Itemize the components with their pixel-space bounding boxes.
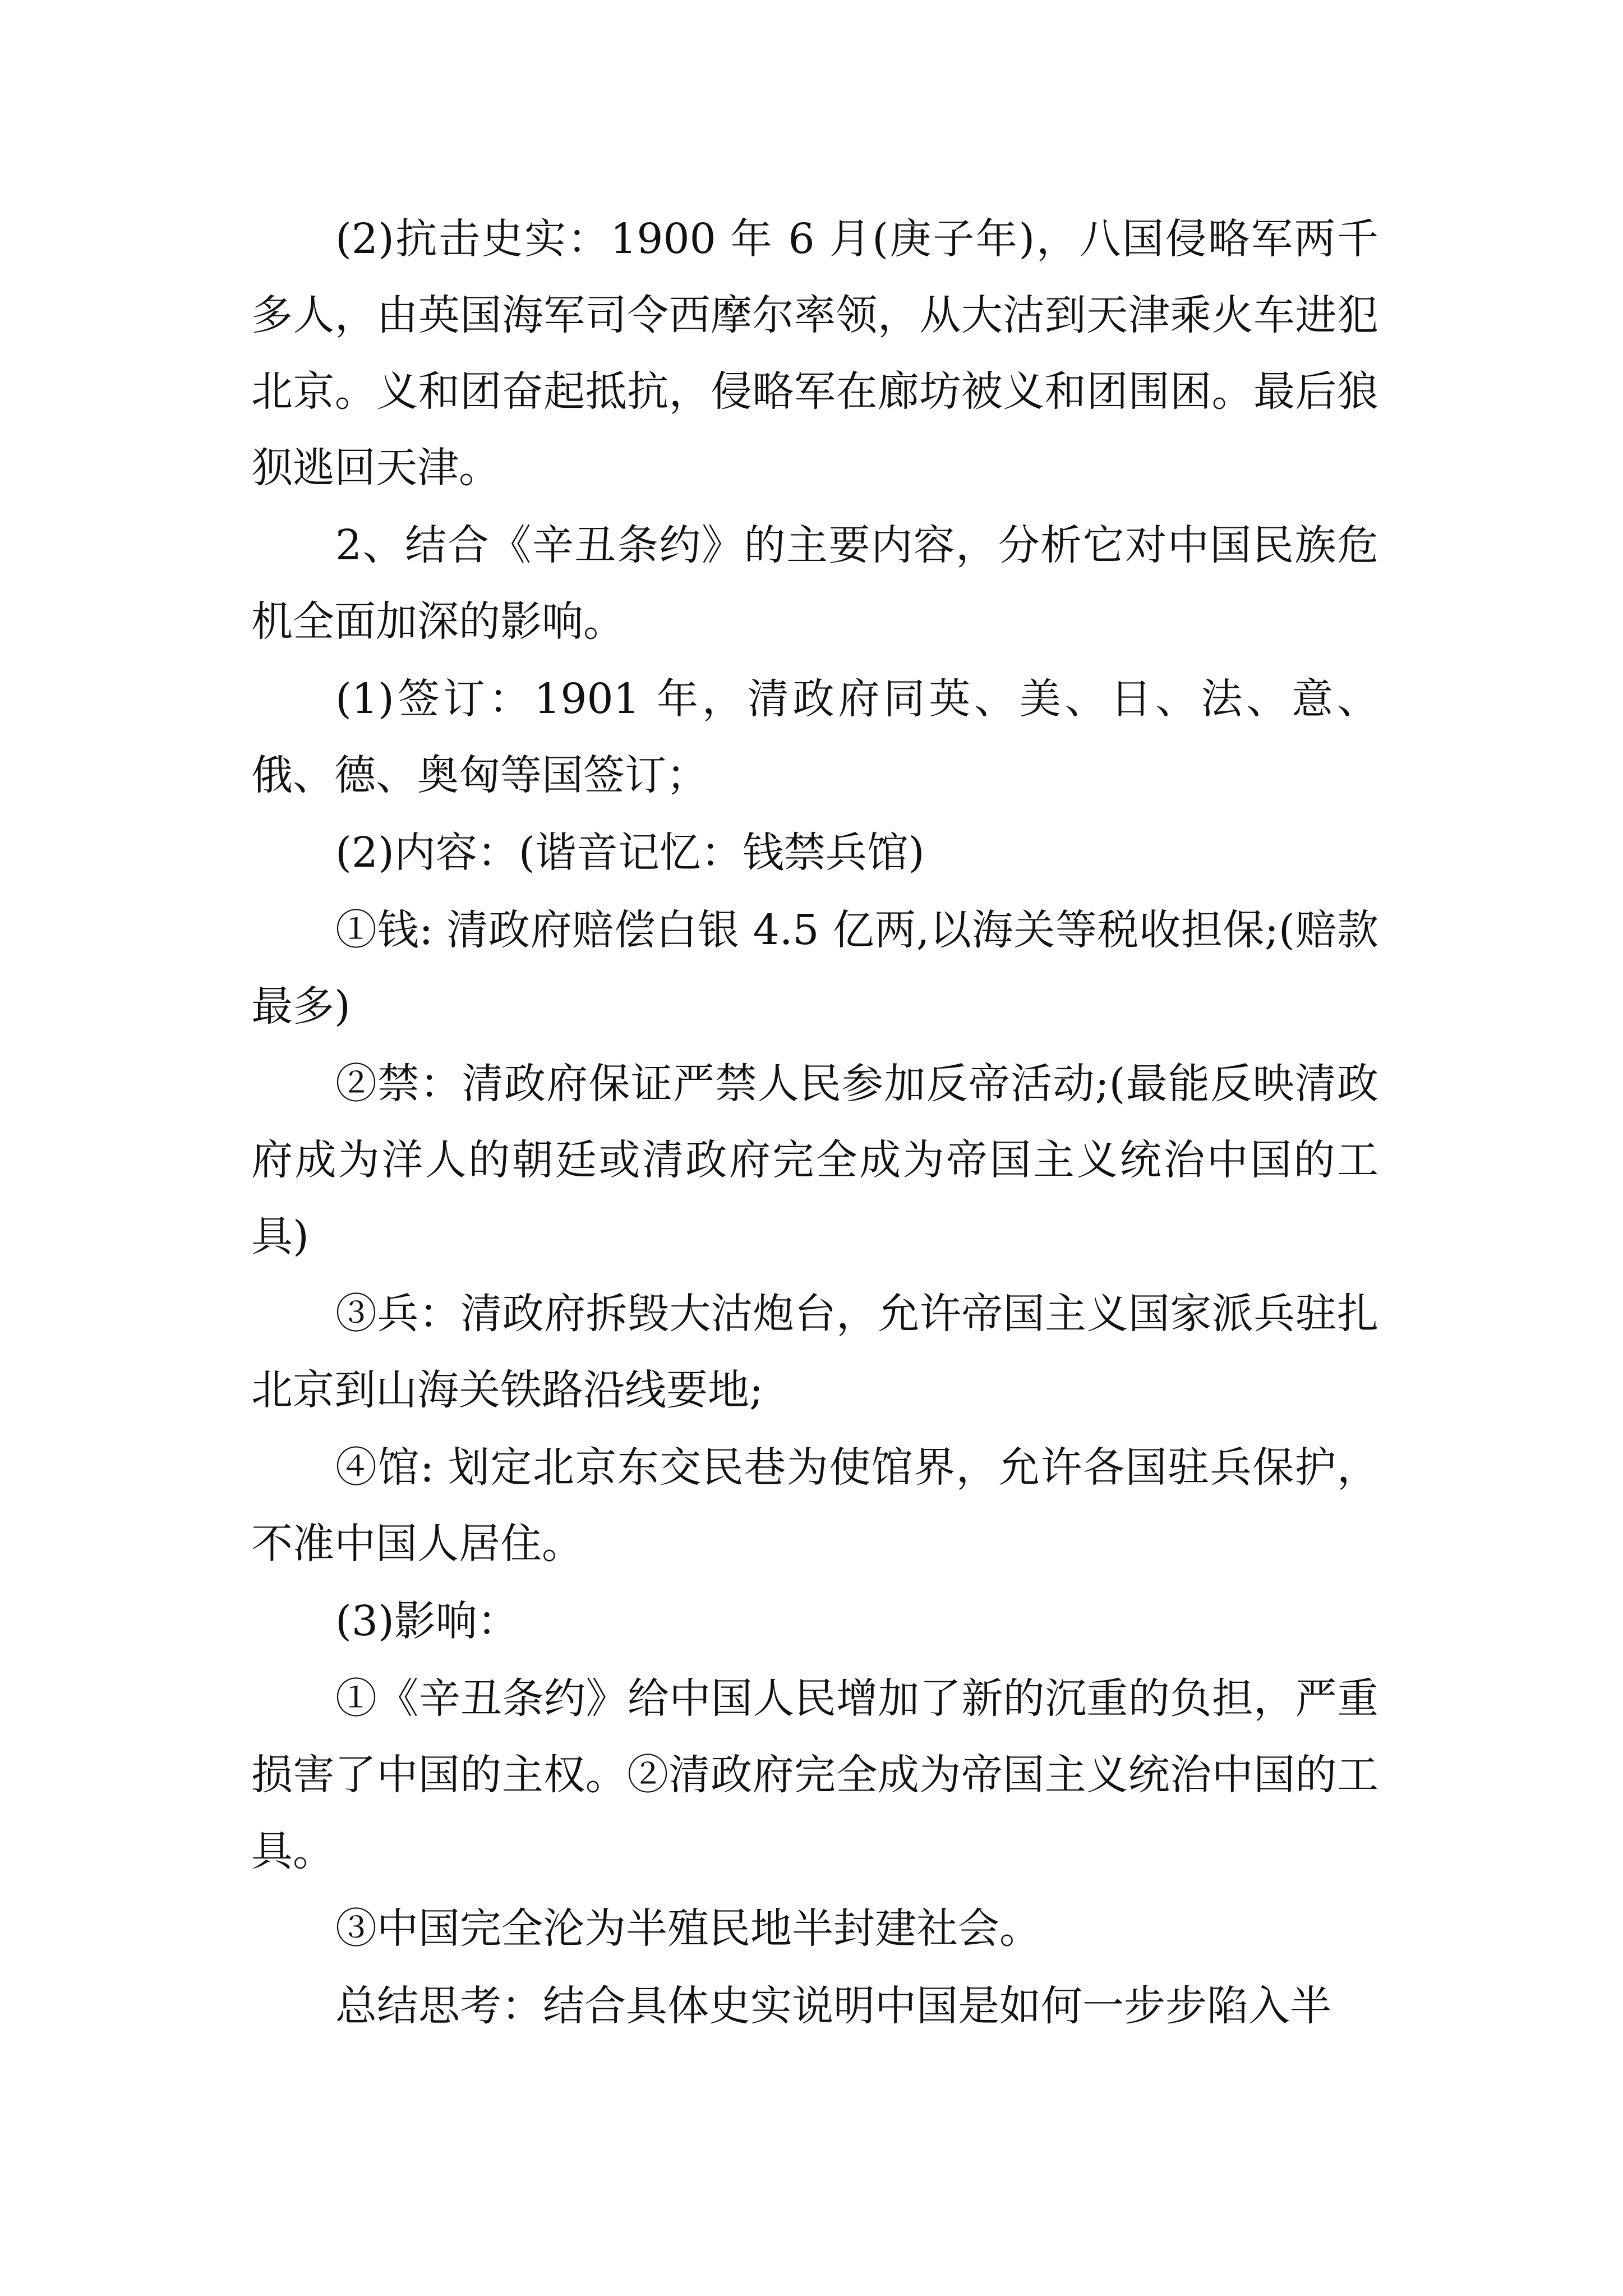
- paragraph-impact-3: ③中国完全沦为半殖民地半封建社会。: [335, 1904, 1041, 1953]
- paragraph-impact-heading: (3)影响：: [335, 1597, 519, 1645]
- paragraph-item-ban: ②禁：清政府保证严禁人民参加反帝活动;(最能反映清政府成为洋人的朝廷或清政府完全成为帝国主义统治中国的工具): [251, 1060, 1378, 1260]
- paragraph-item-legation: ④馆: 划定北京东交民巷为使馆界，允许各国驻兵保护，不准中国人居住。: [251, 1443, 1378, 1568]
- paragraph-item-money: ①钱: 清政府赔偿白银 4.5 亿两,以海关等税收担保;(赔款最多): [251, 906, 1378, 1030]
- paragraph-summary: 总结思考：结合具体史实说明中国是如何一步步陷入半: [335, 1982, 1331, 2030]
- document-page: [251, 201, 1378, 2045]
- paragraph-question-2: 2、结合《辛丑条约》的主要内容，分析它对中国民族危机全面加深的影响。: [251, 521, 1378, 646]
- paragraph-impact-1-2: ①《辛丑条约》给中国人民增加了新的沉重的负担，严重损害了中国的主权。②清政府完全成为帝国主义统治中国的工具。: [251, 1674, 1378, 1875]
- paragraph-resistance-facts: (2)抗击史实：1900 年 6 月(庚子年)，八国侵略军两千多人，由英国海军司令西摩尔率领，从大沽到天津乘火车进犯北京。义和团奋起抵抗，侵略军在廊坊被义和团围困。最后狼狈逃回天津。: [251, 215, 1378, 492]
- paragraph-content-heading: (2)内容：(谐音记忆：钱禁兵馆): [335, 829, 925, 877]
- paragraph-signing: (1)签订：1901 年，清政府同英、美、日、法、意、俄、德、奥匈等国签订；: [251, 675, 1378, 799]
- paragraph-item-troops: ③兵：清政府拆毁大沽炮台，允许帝国主义国家派兵驻扎北京到山海关铁路沿线要地;: [251, 1290, 1378, 1414]
